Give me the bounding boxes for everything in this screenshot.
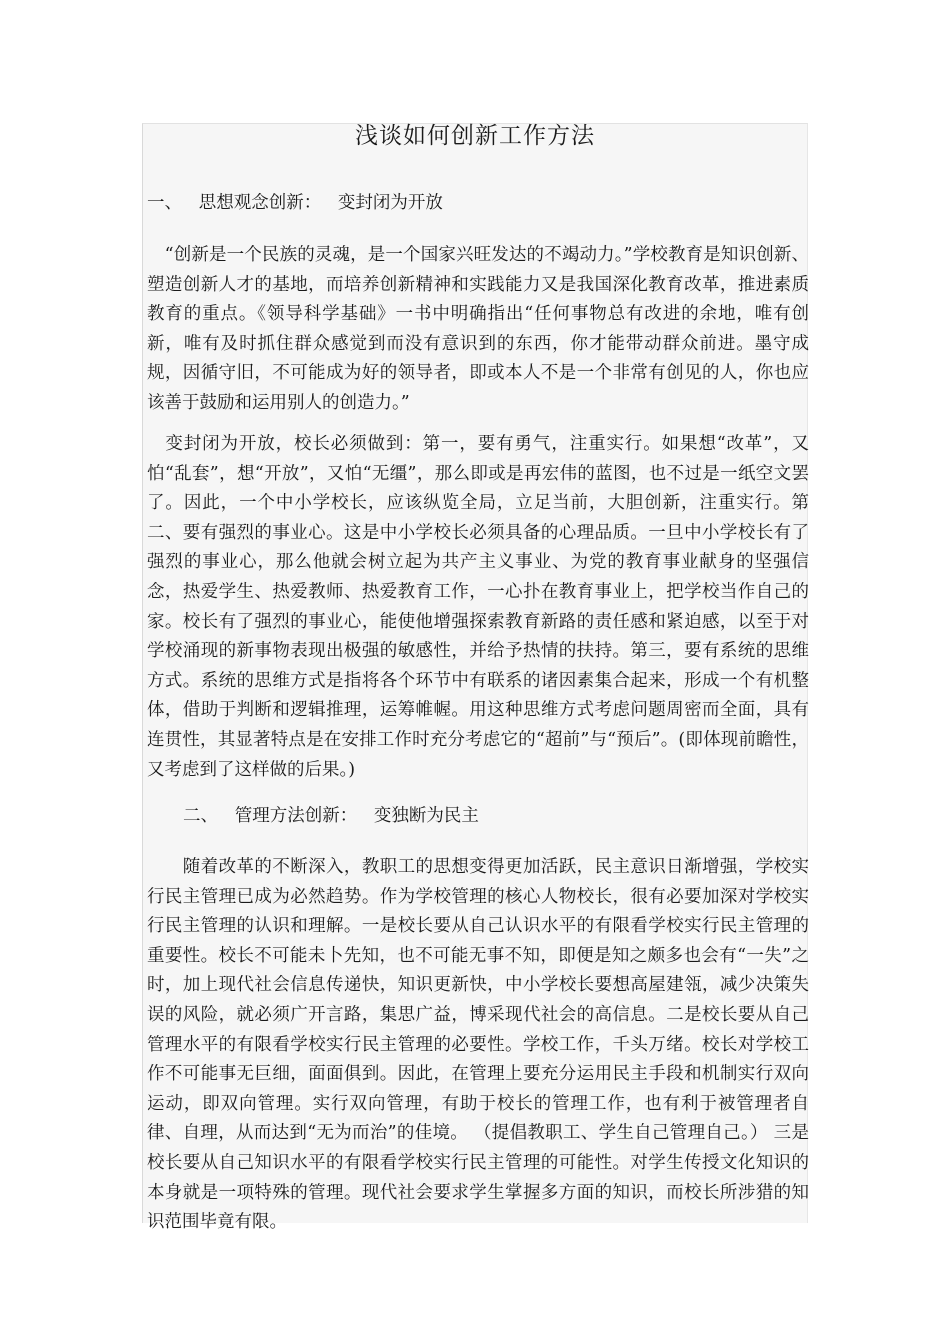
section-1-paragraph-1: “创新是一个民族的灵魂，是一个国家兴旺发达的不竭动力。”学校教育是知识创新、塑造创新人才的基地，而培养创新精神和实践能力又是我国深化教育改革，推进素质教育的重点。《领导科学基础》一书中明确指出“任何事物总有改进的余地，唯有创新，唯有及时抓住群众感觉到而没有意识到的东西，你才能带动群众前进。墨守成规，因循守旧，不可能成为好的领导者，即或本人不是一个非常有创见的人，你也应该善于鼓励和运用别人的创造力。” (147, 245, 809, 413)
document-page (142, 123, 809, 1233)
section-2-paragraph-1: 随着改革的不断深入，教职工的思想变得更加活跃，民主意识日渐增强，学校实行民主管理已成为必然趋势。作为学校管理的核心人物校长，很有必要加深对学校实行民主管理的认识和理解。一是校长要从自己认识水平的有限看学校实行民主管理的重要性。校长不可能未卜先知，也不可能无事不知，即便是知之颇多也会有“一失”之时，加上现代社会信息传递快，知识更新快，中小学校长要想高屋建瓴，减少决策失误的风险，就必须广开言路，集思广益，博采现代社会的高信息。二是校长要从自己管理水平的有限看学校实行民主管理的必要性。学校工作，千头万绪。校长对学校工作不可能事无巨细，面面俱到。因此，在管理上要充分运用民主手段和机制实行双向运动，即双向管理。实行双向管理，有助于校长的管理工作，也有利于被管理者自律、自理，从而达到“无为而治”的佳境。 （提倡教职工、学生自己管理自己。） 三是校长要从自己知识水平的有限看学校实行民主管理的可能性。对学生传授文化知识的本身就是一项特殊的管理。现代社会要求学生掌握多方面的知识，而校长所涉猎的知识范围毕竟有限。 (147, 857, 809, 1233)
document-title: 浅谈如何创新工作方法 (355, 123, 595, 149)
section-1-heading: 一、 思想观念创新： 变封闭为开放 (147, 193, 443, 213)
section-2-heading: 二、 管理方法创新： 变独断为民主 (183, 806, 479, 826)
section-1-paragraph-2: 变封闭为开放，校长必须做到：第一，要有勇气，注重实行。如果想“改革”，又怕“乱套”，想“开放”，又怕“无缰”，那么即或是再宏伟的蓝图，也不过是一纸空文罢了。因此，一个中小学校长，应该纵览全局，立足当前，大胆创新，注重实行。第二、要有强烈的事业心。这是中小学校长必须具备的心理品质。一旦中小学校长有了强烈的事业心，那么他就会树立起为共产主义事业、为党的教育事业献身的坚强信念，热爱学生、热爱教师、热爱教育工作，一心扑在教育事业上，把学校当作自己的家。校长有了强烈的事业心，能使他增强探索教育新路的责任感和紧迫感，以至于对学校涌现的新事物表现出极强的敏感性，并给予热情的扶持。第三，要有系统的思维方式。系统的思维方式是指将各个环节中有联系的诸因素集合起来，形成一个有机整体，借助于判断和逻辑推理，运筹帷幄。用这种思维方式考虑问题周密而全面，具有连贯性，其显著特点是在安排工作时充分考虑它的“超前”与“预后”。(即体现前瞻性，又考虑到了这样做的后果。) (147, 434, 809, 780)
